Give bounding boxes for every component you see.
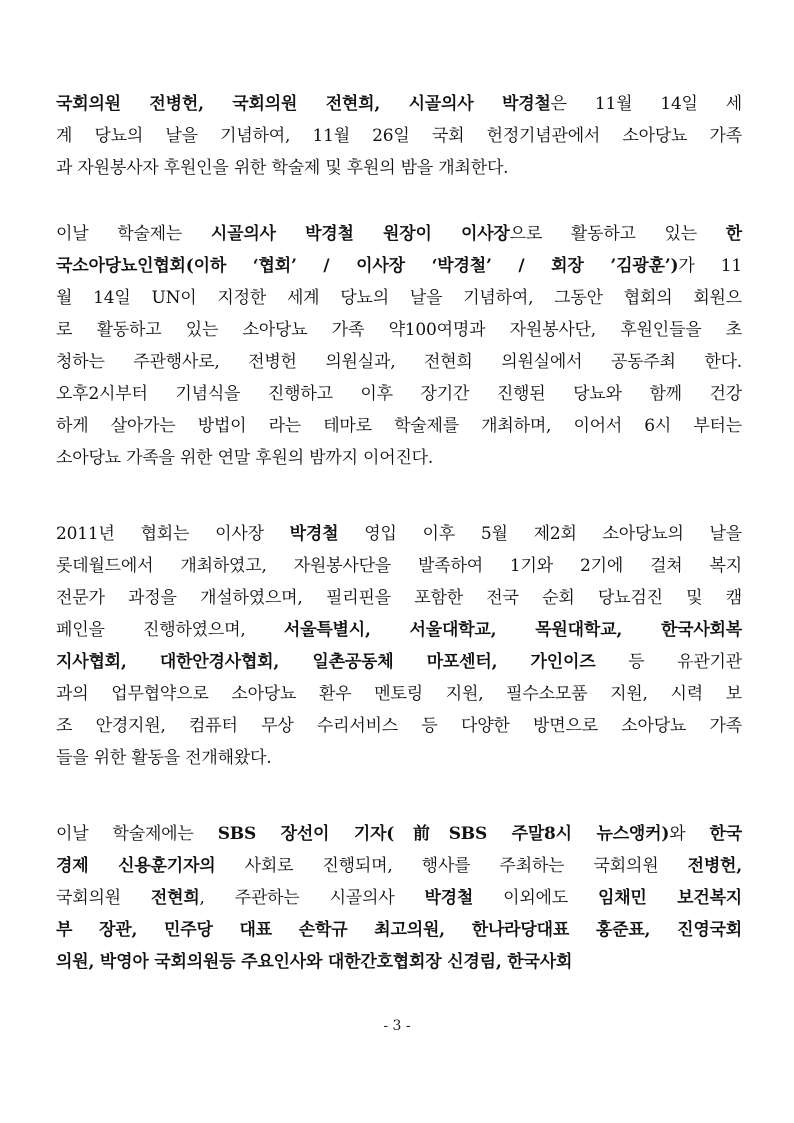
text-run: 들을 위한 활동을 전개해왔다.	[56, 748, 272, 768]
text-run: 전문가 과정을 개설하였으며, 필리핀을 포함한 전국 순회 당뇨검진 및 캠	[56, 588, 742, 608]
text-run: 으로 활동하고 있는	[509, 224, 726, 244]
text-line	[56, 678, 742, 710]
text-run: 하게 살아가는 방법이 라는 테마로 학술제를 개최하며, 이어서 6시 부터는	[56, 416, 742, 436]
text-line	[56, 850, 742, 882]
text-line	[56, 914, 742, 946]
text-line	[56, 282, 742, 314]
text-run: 롯데월드에서 개최하였고, 자원봉사단을 발족하여 1기와 2기에 걸쳐 복지	[56, 556, 742, 576]
bold-text-run: 전현희	[150, 888, 200, 908]
bold-text-run: 한국	[709, 824, 742, 844]
text-line	[56, 442, 742, 474]
text-run: 로 활동하고 있는 소아당뇨 가족 약100여명과 자원봉사단, 후원인들을 초	[56, 320, 742, 340]
text-run: 과의 업무협약으로 소아당뇨 환우 멘토링 지원, 필수소모품 지원, 시력 보	[56, 684, 742, 704]
bold-text-run: 한	[725, 224, 742, 244]
text-run: 청하는 주관행사로, 전병헌 의원실과, 전현희 의원실에서 공동주최 한다.	[56, 352, 742, 372]
bold-text-run: 시골의사 박경철 원장이 이사장	[210, 224, 510, 244]
bold-text-run: 국회의원 전병헌, 국회의원 전현희, 시골의사 박경철	[56, 94, 551, 114]
text-line	[56, 346, 742, 378]
text-run: 은 11월 14일 세	[550, 94, 742, 114]
text-run: 사회로 진행되며, 행사를 주최하는 국회의원	[215, 856, 688, 876]
bold-text-run: 전병헌,	[687, 856, 742, 876]
bold-text-run: 박경철	[424, 888, 474, 908]
text-run: 이날 학술제는	[56, 224, 211, 244]
bold-text-run: SBS 장선이 기자(前SBS 주말8시 뉴스앵커)	[217, 824, 670, 844]
text-run: 계 당뇨의 날을 기념하여, 11월 26일 국회 헌정기념관에서 소아당뇨 가족	[56, 126, 742, 146]
text-line	[56, 646, 742, 678]
text-line	[56, 218, 742, 250]
text-line	[56, 518, 742, 550]
text-line	[56, 710, 742, 742]
paragraph-guests	[56, 818, 742, 978]
text-run: 와	[669, 824, 710, 844]
text-line	[56, 582, 742, 614]
text-run: 국회의원	[56, 888, 151, 908]
paragraph-association-history	[56, 518, 742, 774]
text-line	[56, 152, 742, 184]
text-run: 조 안경지원, 컴퓨터 무상 수리서비스 등 다양한 방면으로 소아당뇨 가족	[56, 716, 742, 736]
text-line	[56, 614, 742, 646]
text-run: , 주관하는 시골의사	[199, 888, 425, 908]
text-line	[56, 314, 742, 346]
text-line	[56, 120, 742, 152]
bold-text-run: 박경철	[289, 524, 339, 544]
bold-text-run: 부 장관, 민주당 대표 손학규 최고의원, 한나라당대표 홍준표, 진영국회	[56, 920, 742, 940]
text-line	[56, 818, 742, 850]
bold-text-run: 경제 신용훈기자의	[56, 856, 216, 876]
text-line	[56, 88, 742, 120]
text-line	[56, 742, 742, 774]
paragraph-event-intro	[56, 88, 742, 184]
text-run: 이날 학술제에는	[56, 824, 218, 844]
text-run: 이외에도	[473, 888, 598, 908]
text-line	[56, 250, 742, 282]
text-run: 2011년 협회는 이사장	[56, 524, 290, 544]
text-line	[56, 410, 742, 442]
page-number: - 3 -	[383, 1018, 411, 1034]
text-run: 소아당뇨 가족을 위한 연말 후원의 밤까지 이어진다.	[56, 448, 434, 468]
bold-text-run: 국소아당뇨인협회(이하 ‘협회’ / 이사장 ‘박경철’ / 회장 ’김광훈’)	[56, 256, 679, 276]
paragraph-symposium-details	[56, 218, 742, 474]
bold-text-run: 서울특별시, 서울대학교, 목원대학교, 한국사회복	[283, 620, 742, 640]
text-run: 가 11	[678, 256, 742, 276]
text-line	[56, 946, 742, 978]
bold-text-run: 의원, 박영아 국회의원등 주요인사와 대한간호협회장 신경림, 한국사회	[56, 952, 573, 972]
text-run: 과 자원봉사자 후원인을 위한 학술제 및 후원의 밤을 개최한다.	[56, 158, 509, 178]
bold-text-run: 임채민 보건복지	[597, 888, 743, 908]
text-line	[56, 550, 742, 582]
text-run: 영입 이후 5월 제2회 소아당뇨의 날을	[338, 524, 742, 544]
text-run: 오후2시부터 기념식을 진행하고 이후 장기간 진행된 당뇨와 함께 건강	[56, 384, 742, 404]
text-run: 페인을 진행하였으며,	[56, 620, 284, 640]
bold-text-run: 지사협회, 대한안경사협회, 일촌공동체 마포센터, 가인이즈	[56, 652, 596, 672]
text-line	[56, 378, 742, 410]
text-run: 월 14일 UN이 지정한 세계 당뇨의 날을 기념하여, 그동안 협회의 회원으	[56, 288, 742, 308]
text-line	[56, 882, 742, 914]
text-run: 등 유관기관	[595, 652, 742, 672]
